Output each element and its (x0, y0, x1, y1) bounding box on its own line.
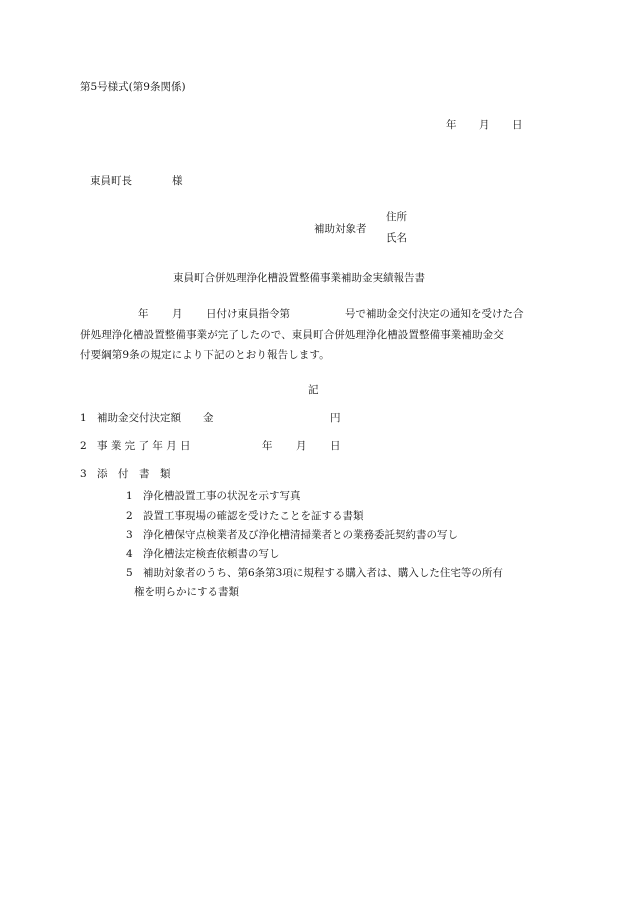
body-text-a: 日付け東員指令第 (206, 308, 290, 320)
item-1-label: 補助金交付決定額 (97, 412, 181, 424)
body-text-b: 号で補助金交付決定の通知を受けた合 (345, 308, 524, 320)
item-1-currency-unit: 円 (330, 412, 341, 424)
item-3-number: 3 (80, 468, 87, 480)
addressee-honorific: 様 (172, 175, 183, 187)
addressee-name: 東員町長 (90, 175, 132, 187)
item-2-year: 年 (262, 440, 273, 452)
applicant-label: 補助対象者 (314, 223, 367, 235)
attachment-2-number: 2 (126, 510, 133, 522)
attachment-5-text: 補助対象者のうち、第6条第3項に規程する購入者は、購入した住宅等の所有 (143, 567, 503, 579)
item-2-number: 2 (80, 440, 87, 452)
item-2-day: 日 (330, 440, 341, 452)
item-1-number: 1 (80, 412, 87, 424)
ki-heading: 記 (308, 384, 319, 396)
attachment-5-continuation: 権を明らかにする書類 (134, 586, 239, 598)
attachment-1-text: 浄化槽設置工事の状況を示す写真 (143, 490, 301, 502)
attachment-2-text: 設置工事現場の確認を受けたことを証する書類 (143, 510, 364, 522)
item-2-label: 事 業 完 了 年 月 日 (97, 440, 191, 452)
attachment-4-number: 4 (126, 548, 133, 560)
item-3-label: 添 付 書 類 (97, 468, 171, 480)
attachment-3-text: 浄化槽保守点検業者及び浄化槽清掃業者との業務委託契約書の写し (143, 529, 458, 541)
document-title: 東員町合併処理浄化槽設置整備事業補助金実績報告書 (173, 272, 425, 284)
date-day: 日 (512, 119, 523, 131)
applicant-address-label: 住所 (386, 211, 407, 223)
body-year: 年 (138, 308, 149, 320)
date-year: 年 (446, 119, 457, 131)
body-line-2: 併処理浄化槽設置整備事業が完了したので、東員町合併処理浄化槽設置整備事業補助金交 (80, 329, 504, 341)
attachment-5-number: 5 (126, 567, 133, 579)
date-month: 月 (479, 119, 490, 131)
body-line-3: 付要綱第9条の規定により下記のとおり報告します。 (80, 349, 330, 361)
attachment-4-text: 浄化槽法定検査依頼書の写し (143, 548, 280, 560)
attachment-3-number: 3 (126, 529, 133, 541)
attachment-1-number: 1 (126, 490, 133, 502)
item-1-currency-prefix: 金 (203, 412, 214, 424)
body-month: 月 (172, 308, 183, 320)
item-2-month: 月 (296, 440, 307, 452)
applicant-name-label: 氏名 (386, 232, 407, 244)
form-label: 第5号様式(第9条関係) (80, 81, 186, 93)
